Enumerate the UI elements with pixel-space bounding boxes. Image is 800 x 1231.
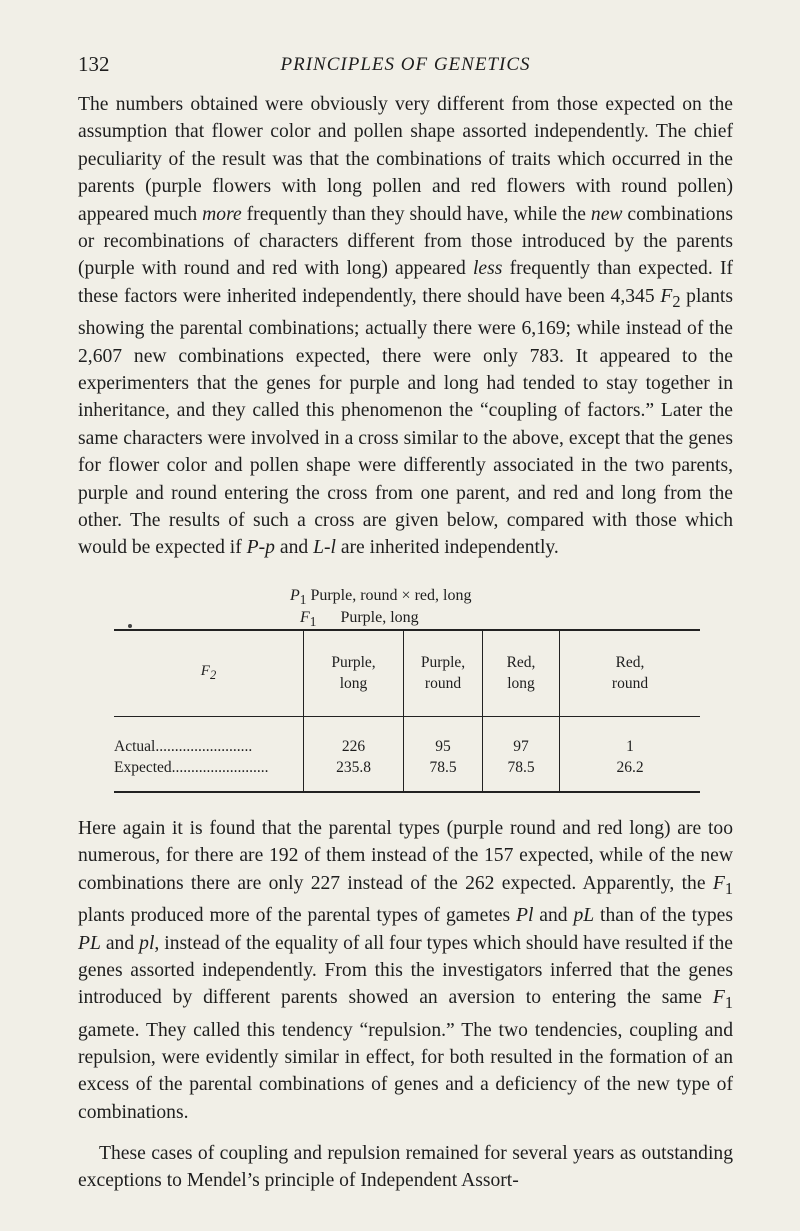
- col-header-red-long: Red, long: [483, 630, 560, 716]
- col-header-purple-round: Purple, round: [404, 630, 483, 716]
- cell-value: 78.5: [404, 757, 483, 792]
- col-header-purple-long: Purple, long: [304, 630, 404, 716]
- row-label-expected: Expected.........................: [114, 757, 304, 792]
- cell-value: 226: [304, 716, 404, 757]
- table-row: [114, 757, 700, 792]
- paragraph-3: These cases of coupling and repulsion remained for several years as outstanding exceptions to Mendel’s principle of Independent Assort-: [78, 1143, 733, 1192]
- stub-header: $F_2$: [114, 630, 304, 716]
- cell-value: 95: [404, 716, 483, 757]
- col-header-red-round: Red, round: [560, 630, 701, 716]
- cell-value: 235.8: [304, 757, 404, 792]
- table-row: [114, 716, 700, 757]
- table-header-row: [114, 630, 700, 716]
- row-label-actual: Actual.........................: [114, 737, 253, 755]
- paragraph-1: The numbers obtained were obviously very different from those expected on the assumption that flower color and pollen shape assorted independently. The chief peculiarity of the result was that the combinations of traits which occurred in the parents (purple flowers with long pollen and red flowers with round pollen) appeared much more frequently than they should have, while the new combinations or recombinations of characters different from those introduced by the parents (purple with round and red with long) appeared less frequently than expected. If these factors were inherited independently, there should have been 4,345 $F_2$ plants showing the parental combinations; actually there were 6,169; while instead of the 2,607 new combinations expected, there were only 783. It appeared to the experimenters that the genes for purple and long had tended to stay together in inheritance, and they called this phenomenon the “coupling of factors.” Later the same characters were involved in a cross similar to the above, except that the genes for flower color and pollen shape were differently associated in the two parents, purple and round entering the cross from one parent, and red and long from the other. The results of such a cross are given below, compared with those which would be expected if P-p and L-l are inherited independently.: [78, 94, 733, 559]
- cell-value: 97: [483, 716, 560, 757]
- ink-speck: [128, 624, 132, 628]
- cross-f1-line: $F_1$ Purple, long: [300, 609, 419, 630]
- cell-value: 1: [560, 716, 701, 757]
- cross-p1-line: $P_1$ Purple, round × red, long: [290, 587, 472, 608]
- paragraph-2: Here again it is found that the parental types (purple round and red long) are too numerous, for there are 192 of them instead of the 157 expected, while of the new combinations there are only 227 instead of the 262 expected. Apparently, the $F_1$ plants produced more of the parental types of gametes Pl and pL than of the types PL and pl, instead of the equality of all four types which should have resulted if the genes assorted independently. From this the investigators inferred that the genes introduced by different parents showed an aversion to entering the same $F_1$ gamete. They called this tendency “repulsion.” The two tendencies, coupling and repulsion, were evidently similar in effect, for both resulted in the formation of an excess of the parental combinations of genes and a deficiency of the new type of combinations.: [78, 818, 733, 1123]
- page-number: 132: [78, 52, 110, 76]
- cell-value: 78.5: [483, 757, 560, 792]
- f2-results-table: [114, 629, 700, 793]
- cell-value: 26.2: [560, 757, 701, 792]
- page-header: [78, 52, 733, 82]
- running-title: PRINCIPLES OF GENETICS: [280, 54, 531, 75]
